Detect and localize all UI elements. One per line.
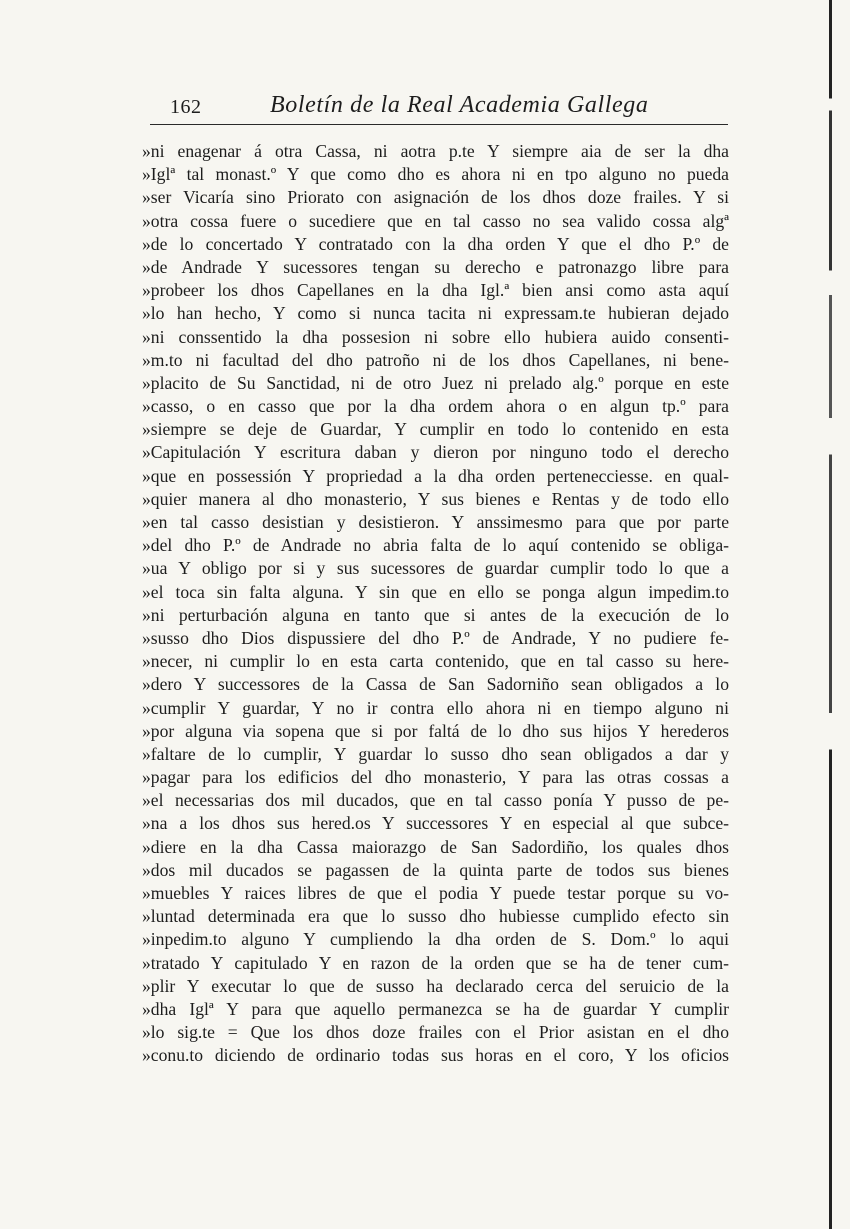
text-line: »necer, ni cumplir lo en esta carta contenido, que en tal casso su here- [142,651,729,672]
text-line: »diere en la dha Cassa maiorazgo de San Sadordiño, los quales dhos [142,836,729,857]
text-line: »ni conssentido la dha possesion ni sobre ello hubiera auido consenti- [142,326,729,347]
text-line: »dha Iglª Y para que aquello permanezca se ha de guardar Y cumplir [142,998,729,1019]
text-line: »el toca sin falta alguna. Y sin que en ello se ponga algun impedim.to [142,581,729,602]
text-line: »plir Y executar lo que de susso ha declarado cerca del seruicio de la [142,975,729,996]
text-line: »tratado Y capitulado Y en razon de la orden que se ha de tener cum- [142,952,729,973]
text-line: »probeer los dhos Capellanes en la dha Igl.ª bien ansi como asta aquí [142,280,729,301]
text-line: »faltare de lo cumplir, Y guardar lo susso dho sean obligados a dar y [142,743,729,764]
text-line: »dero Y successores de la Cassa de San Sadorniño sean obligados a lo [142,674,729,695]
text-line: »casso, o en casso que por la dha ordem ahora o en algun tp.º para [142,396,729,417]
page-number: 162 [170,96,202,118]
text-line: »en tal casso desistian y desistieron. Y anssimesmo para que por parte [142,512,729,532]
text-line: »que en possessión Y propriedad a la dha orden pertenecciesse. en qual- [142,465,729,486]
text-line: »lo han hecho, Y como si nunca tacita ni expressam.te hubieran dejado [142,303,729,324]
text-line: »na a los dhos sus hered.os Y successores Y en especial al que subce- [142,813,729,834]
text-line: »ni perturbación alguna en tanto que si antes de la execución de lo [142,604,729,625]
text-line: »lo sig.te = Que los dhos doze frailes con el Prior asistan en el dho [142,1022,729,1043]
text-line: »dos mil ducados se pagassen de la quinta parte de todos sus bienes [142,859,729,880]
text-line: »ni enagenar á otra Cassa, ni aotra p.te Y siempre aia de ser la dha [142,141,729,161]
text-line: »luntad determinada era que lo susso dho hubiesse cumplido efecto sin [142,906,729,927]
text-line: »placito de Su Sanctidad, ni de otro Juez ni prelado alg.º porque en este [142,372,729,393]
text-line: »quier manera al dho monasterio, Y sus bienes e Rentas y de todo ello [142,488,729,509]
text-line: »cumplir Y guardar, Y no ir contra ello ahora ni en tiempo alguno ni [142,697,729,718]
text-line: »ser Vicaría sino Priorato con asignación de los dhos doze frailes. Y si [142,187,729,208]
text-line: »el necessarias dos mil ducados, que en tal casso ponía Y pusso de pe- [142,790,729,811]
text-line: »ua Y obligo por si y sus sucessores de guardar cumplir todo lo que a [142,558,729,579]
text-line: »muebles Y raices libres de que el podia Y puede testar porque su vo- [142,883,729,903]
running-title: Boletín de la Real Academia Gallega [270,92,649,118]
text-line: »del dho P.º de Andrade no abria falta de lo aquí contenido se obliga- [142,535,729,556]
text-line: »siempre se deje de Guardar, Y cumplir en todo lo contenido en esta [142,419,729,440]
scan-edge-line [829,0,832,1229]
running-header [150,92,728,125]
text-line: »de lo concertado Y contratado con la dha orden Y que el dho P.º de [142,233,729,254]
text-line: »conu.to diciendo de ordinario todas sus horas en el coro, Y los oficios [142,1045,729,1066]
text-line: »susso dho Dios dispussiere del dho P.º de Andrade, Y no pudiere fe- [142,627,729,648]
text-line: »inpedim.to alguno Y cumpliendo la dha orden de S. Dom.º lo aqui [142,929,729,950]
text-line: »Iglª tal monast.º Y que como dho es ahora ni en tpo alguno no pueda [142,164,729,185]
text-line: »m.to ni facultad del dho patroño ni de los dhos Capellanes, ni bene- [142,349,729,370]
text-line: »Capitulación Y escritura daban y dieron por ninguno todo el derecho [142,442,729,463]
text-line: »de Andrade Y sucessores tengan su derecho e patronazgo libre para [142,256,729,277]
body-text [142,140,729,1068]
text-line: »pagar para los edificios del dho monasterio, Y para las otras cossas a [142,767,729,788]
text-line: »otra cossa fuere o sucediere que en tal casso no sea valido cossa algª [142,210,729,231]
text-line: »por alguna via sopena que si por faltá de lo dho sus hijos Y herederos [142,720,729,741]
